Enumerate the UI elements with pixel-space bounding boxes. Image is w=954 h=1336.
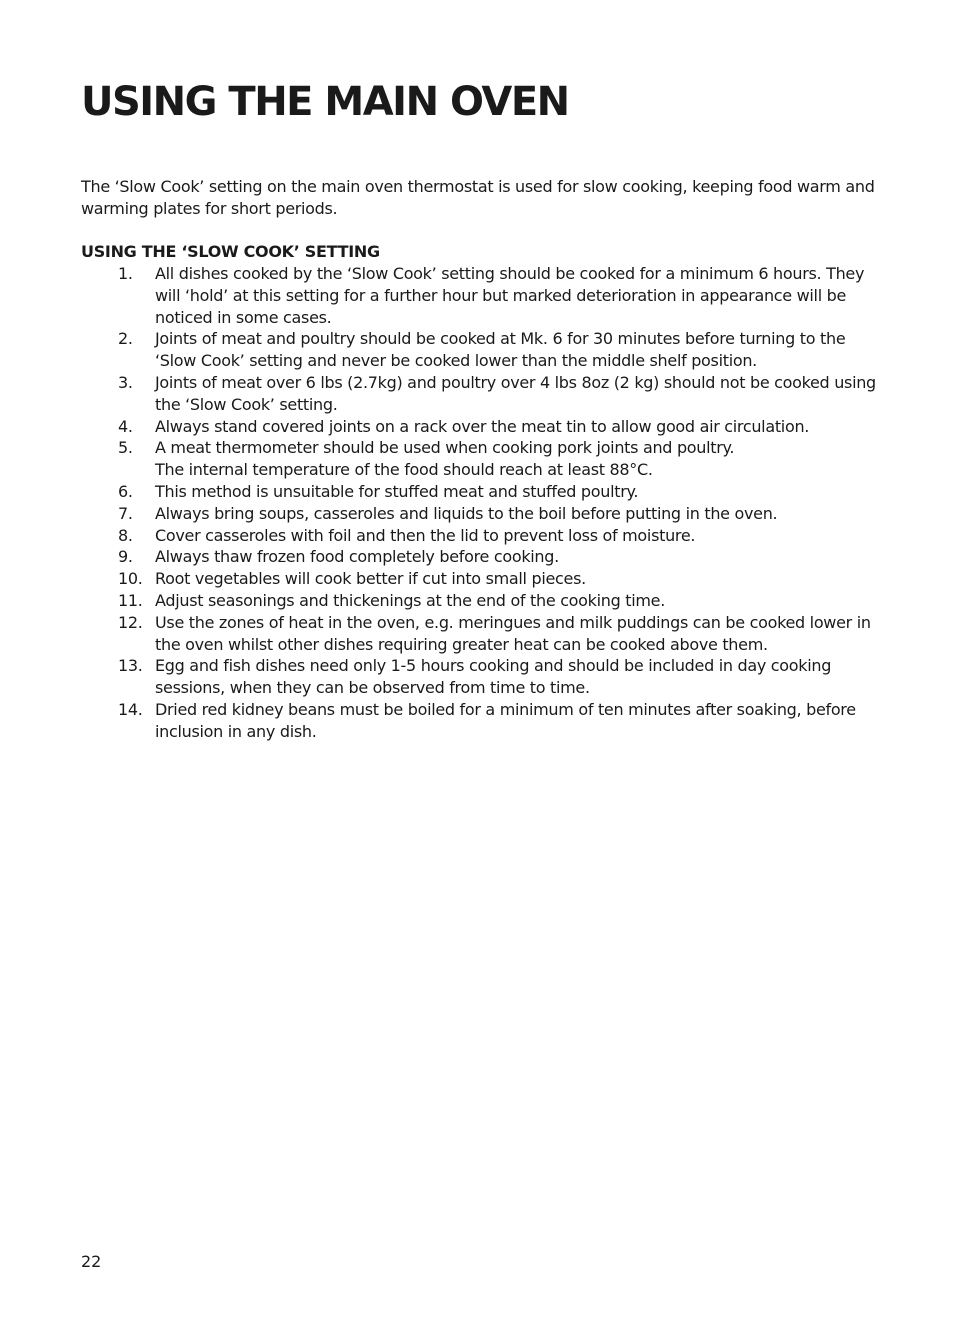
step-text: Dried red kidney beans must be boiled for a minimum of ten minutes after soaking, before inclusion in any dish. (155, 699, 856, 741)
step-text: Adjust seasonings and thickenings at the end of the cooking time. (155, 590, 665, 610)
list-item (81, 481, 881, 503)
list-item (81, 568, 881, 590)
section-heading: USING THE ‘SLOW COOK’ SETTING (81, 242, 380, 261)
step-text: Joints of meat and poultry should be cooked at Mk. 6 for 30 minutes before turning to the ‘Slow Cook’ setting and never be cooked lower than the middle shelf position. (155, 329, 846, 371)
list-item (81, 546, 881, 568)
step-text: Always bring soups, casseroles and liquids to the boil before putting in the oven. (155, 503, 778, 523)
step-number: 12. (118, 612, 143, 632)
list-item (81, 525, 881, 547)
page-number: 22 (81, 1252, 102, 1271)
step-text: Use the zones of heat in the oven, e.g. meringues and milk puddings can be cooked lower in the oven whilst other dishes requiring greater heat can be cooked above them. (155, 612, 871, 654)
step-number: 3. (118, 372, 133, 392)
step-number: 13. (118, 656, 143, 676)
list-item (81, 416, 881, 438)
page-title: USING THE MAIN OVEN (81, 79, 569, 125)
list-item (81, 263, 881, 328)
step-number: 14. (118, 699, 143, 719)
step-text: Always thaw frozen food completely before cooking. (155, 547, 559, 567)
step-text: Joints of meat over 6 lbs (2.7kg) and poultry over 4 lbs 8oz (2 kg) should not be cooked using the ‘Slow Cook’ setting. (155, 372, 876, 414)
step-number: 2. (118, 329, 133, 349)
list-item (81, 655, 881, 699)
step-text: Egg and fish dishes need only 1-5 hours cooking and should be included in day cooking sessions, when they can be observed from time to time. (155, 656, 832, 698)
list-item (81, 699, 881, 743)
step-text: Cover casseroles with foil and then the lid to prevent loss of moisture. (155, 525, 696, 545)
list-item (81, 328, 881, 372)
step-number: 6. (118, 481, 133, 501)
step-number: 9. (118, 547, 133, 567)
list-item (81, 503, 881, 525)
step-number: 11. (118, 590, 143, 610)
list-item (81, 590, 881, 612)
step-text: Always stand covered joints on a rack over the meat tin to allow good air circulation. (155, 416, 810, 436)
step-number: 1. (118, 264, 133, 283)
step-text: Root vegetables will cook better if cut into small pieces. (155, 569, 586, 589)
intro-paragraph: The ‘Slow Cook’ setting on the main oven thermostat is used for slow cooking, keeping food warm and warming plates for short periods. (81, 177, 875, 218)
step-number: 4. (118, 416, 133, 436)
list-item (81, 372, 881, 416)
step-text: A meat thermometer should be used when cooking pork joints and poultry. The internal temperature of the food should reach at least 88°C. (155, 438, 735, 480)
slow-cook-steps-list (81, 263, 881, 743)
step-number: 5. (118, 438, 133, 458)
list-item (81, 612, 881, 656)
step-number: 7. (118, 503, 133, 523)
step-text: All dishes cooked by the ‘Slow Cook’ setting should be cooked for a minimum 6 hours. They will ‘hold’ at this setting for a further hour but marked deterioration in appearance will be noticed in some cases. (155, 264, 865, 327)
step-number: 10. (118, 569, 143, 589)
step-number: 8. (118, 525, 133, 545)
step-text: This method is unsuitable for stuffed meat and stuffed poultry. (155, 481, 639, 501)
list-item (81, 437, 881, 481)
